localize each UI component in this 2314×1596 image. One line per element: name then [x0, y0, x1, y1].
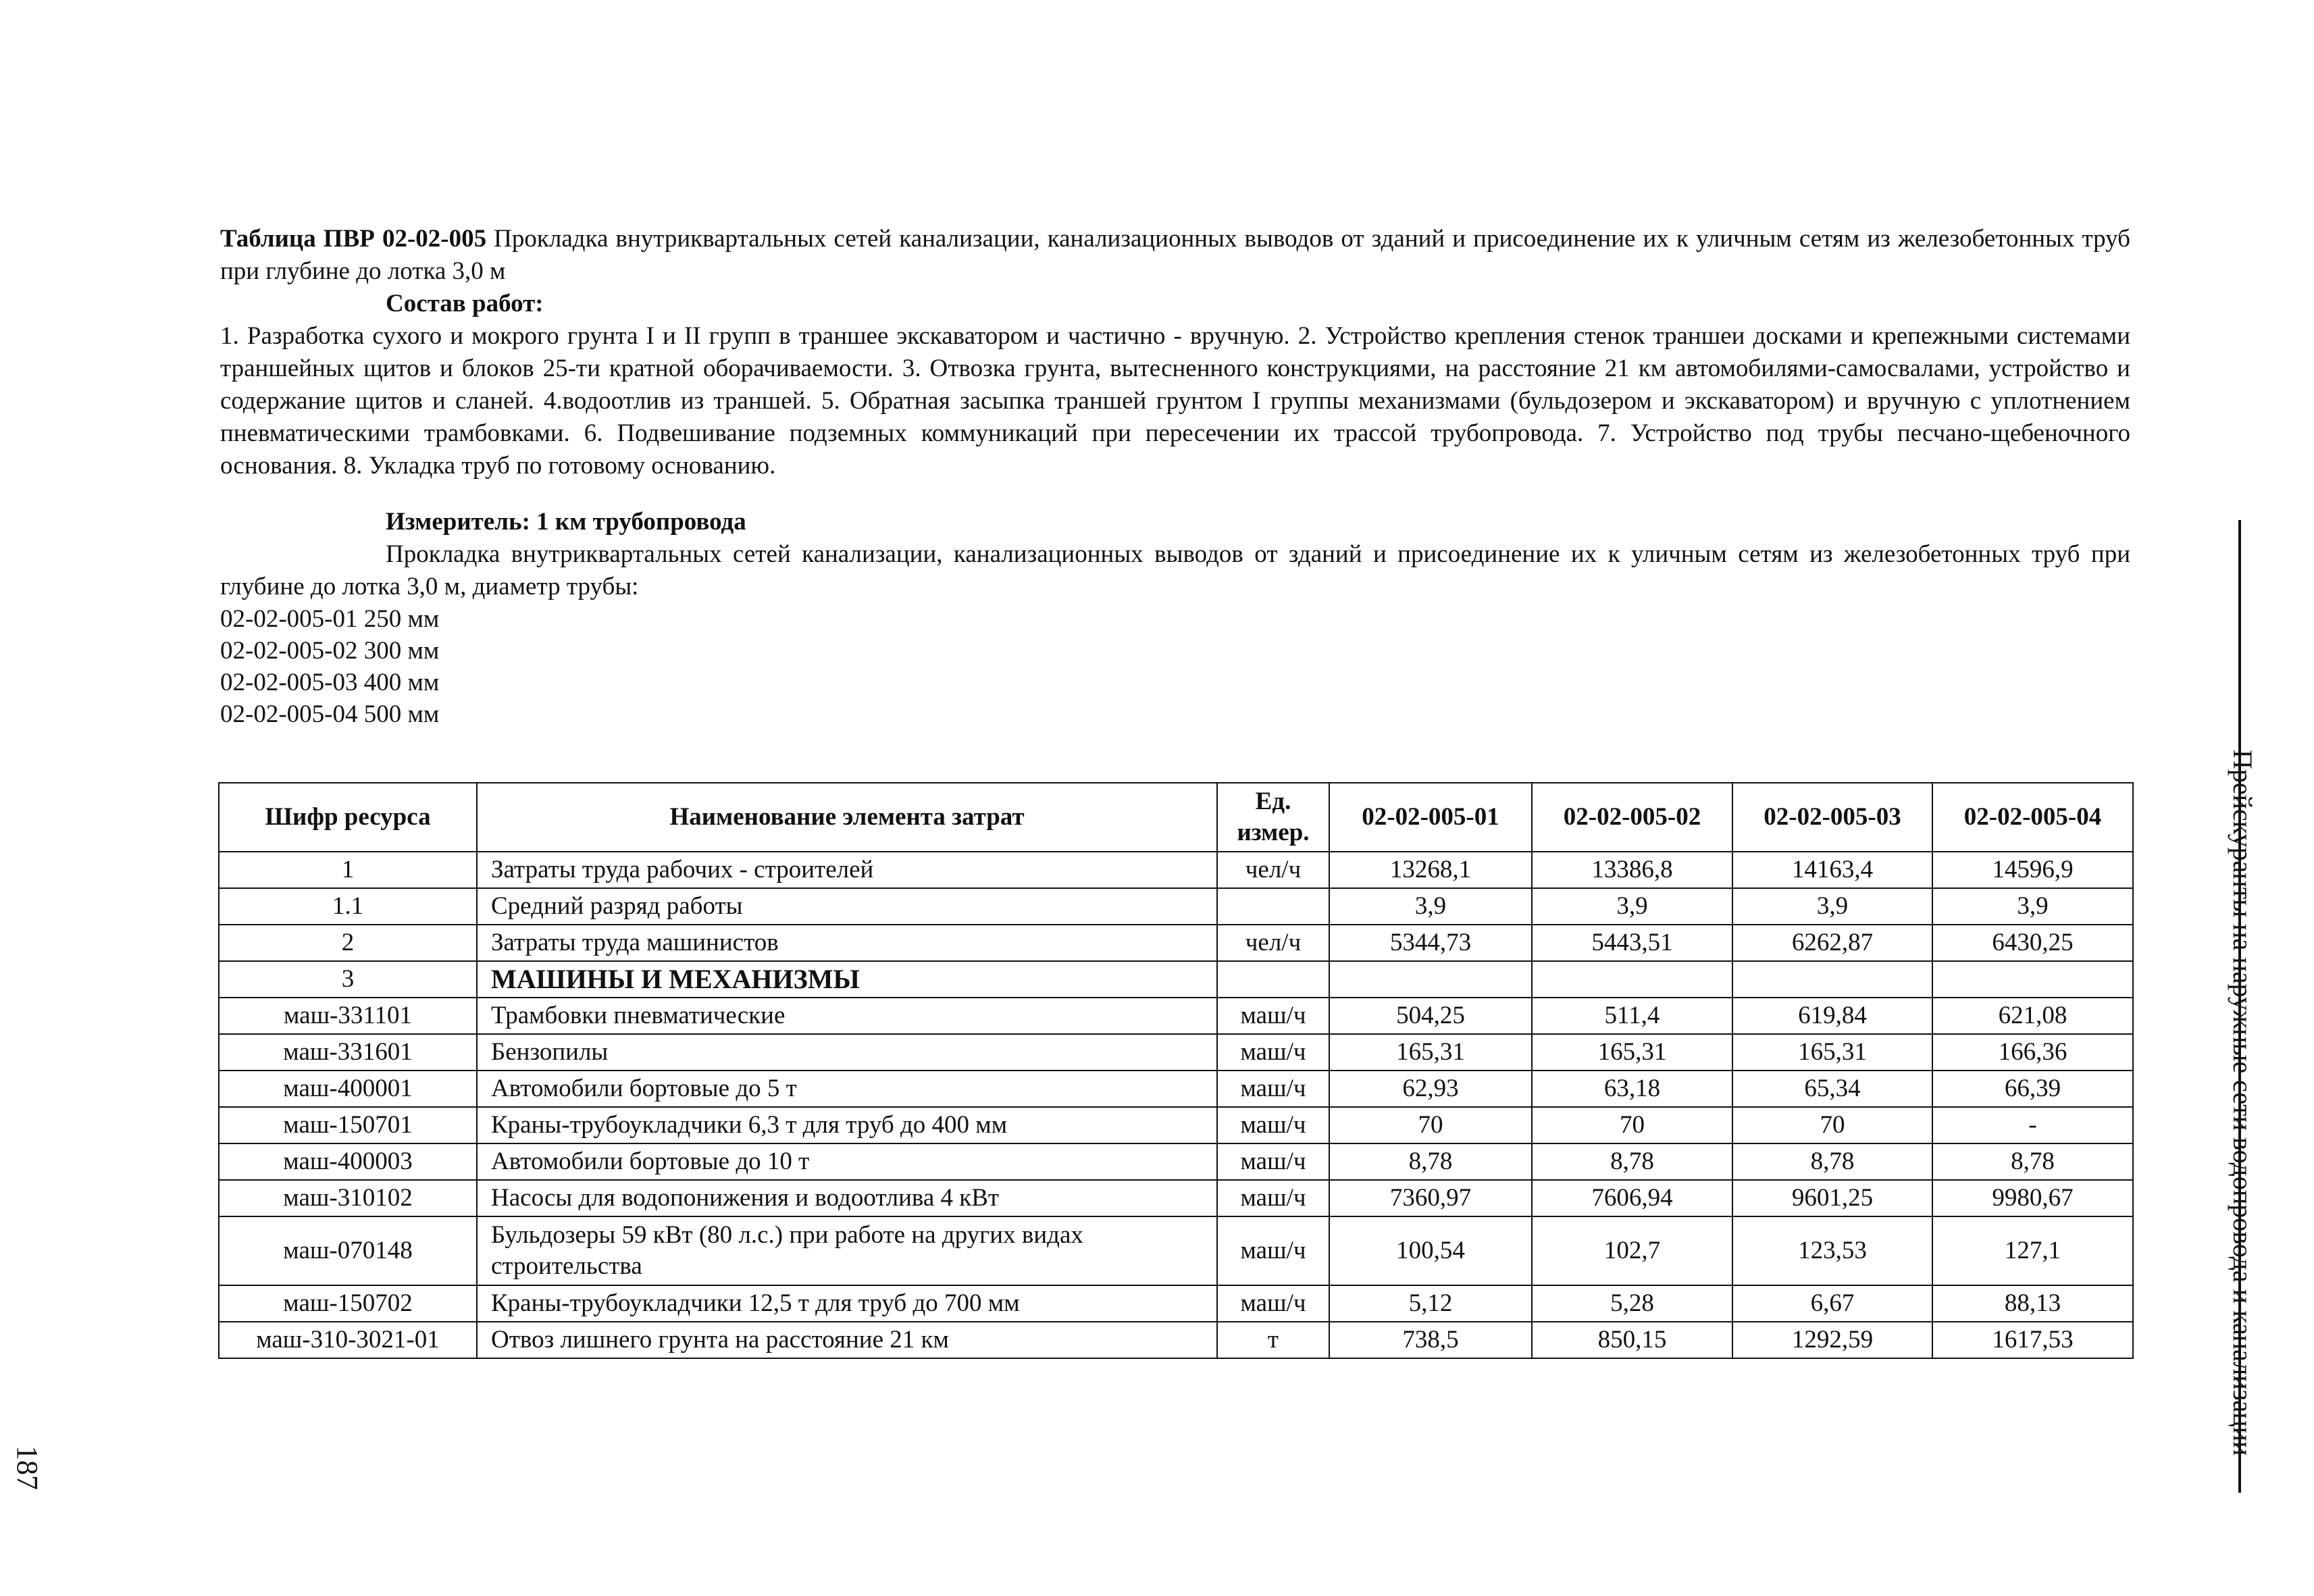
table-row [219, 1322, 2133, 1358]
cell-code: маш-310102 [219, 1180, 477, 1216]
cell-unit: маш/ч [1217, 1071, 1329, 1107]
cell-v4 [1932, 961, 2133, 998]
cell-v3: 3,9 [1732, 888, 1932, 925]
cell-unit: маш/ч [1217, 1143, 1329, 1180]
table-row [219, 1143, 2133, 1180]
cell-v2: 70 [1532, 1107, 1732, 1143]
cell-v4: 8,78 [1932, 1143, 2133, 1180]
cell-v4: 66,39 [1932, 1071, 2133, 1107]
cell-v4: 14596,9 [1932, 852, 2133, 888]
page-number: 187 [11, 1445, 44, 1490]
header-v2: 02-02-005-02 [1532, 783, 1732, 852]
side-title [2229, 750, 2256, 1456]
cell-v2: 8,78 [1532, 1143, 1732, 1180]
cell-code: маш-070148 [219, 1216, 477, 1285]
cell-name: Бензопилы [477, 1034, 1217, 1071]
cell-v4: 88,13 [1932, 1285, 2133, 1322]
table-row [219, 998, 2133, 1034]
table-row [219, 1071, 2133, 1107]
table-header-row [219, 783, 2133, 852]
table-title [220, 223, 2130, 288]
measure-text: Прокладка внутриквартальных сетей канализации, канализационных выводов от зданий и присоединение их к уличным сетям из железобетонных труб при глубине до лотка 3,0 м, диаметр трубы: [220, 540, 2130, 600]
cell-unit: маш/ч [1217, 1216, 1329, 1285]
cell-unit [1217, 961, 1329, 998]
table-code: Таблица ПВР 02-02-005 [220, 225, 487, 253]
cell-name: Трамбовки пневматические [477, 998, 1217, 1034]
cell-v3: 165,31 [1732, 1034, 1932, 1071]
cell-unit: маш/ч [1217, 1180, 1329, 1216]
table-row [219, 961, 2133, 998]
document-body [220, 223, 2130, 730]
variant-item: 02-02-005-02 300 мм [220, 637, 440, 665]
cell-unit: маш/ч [1217, 1107, 1329, 1143]
cell-code: маш-400001 [219, 1071, 477, 1107]
cell-v1: 165,31 [1329, 1034, 1532, 1071]
cell-unit: маш/ч [1217, 1285, 1329, 1322]
composition-heading: Состав работ: [386, 290, 544, 317]
cell-v3 [1732, 961, 1932, 998]
cell-v3: 6262,87 [1732, 925, 1932, 961]
header-unit: Ед. измер. [1217, 783, 1329, 852]
cell-name: Краны-трубоукладчики 6,3 т для труб до 400 мм [477, 1107, 1217, 1143]
cell-v4: 9980,67 [1932, 1180, 2133, 1216]
cell-code: маш-331101 [219, 998, 477, 1034]
cell-v1: 13268,1 [1329, 852, 1532, 888]
variant-item: 02-02-005-03 400 мм [220, 669, 440, 696]
cell-v1: 504,25 [1329, 998, 1532, 1034]
cell-unit: маш/ч [1217, 998, 1329, 1034]
cell-v4: 621,08 [1932, 998, 2133, 1034]
cell-v2: 7606,94 [1532, 1180, 1732, 1216]
cell-code: 1.1 [219, 888, 477, 925]
table-title-text: Прокладка внутриквартальных сетей канализации, канализационных выводов от зданий и присоединение их к уличным сетям из железобетонных труб при глубине до лотка 3,0 м [220, 225, 2131, 285]
cell-v2: 13386,8 [1532, 852, 1732, 888]
table-row [219, 852, 2133, 888]
measure-heading: Измеритель: 1 км трубопровода [386, 508, 746, 536]
cell-v4: 127,1 [1932, 1216, 2133, 1285]
header-name: Наименование элемента затрат [477, 783, 1217, 852]
table-row [219, 888, 2133, 925]
cell-v4: 166,36 [1932, 1034, 2133, 1071]
cell-v1 [1329, 961, 1532, 998]
cell-unit: т [1217, 1322, 1329, 1358]
table-row [219, 1216, 2133, 1285]
header-v3: 02-02-005-03 [1732, 783, 1932, 852]
cell-name: Средний разряд работы [477, 888, 1217, 925]
cell-v1: 5,12 [1329, 1285, 1532, 1322]
cell-v1: 7360,97 [1329, 1180, 1532, 1216]
cell-v2: 5443,51 [1532, 925, 1732, 961]
cell-v2: 63,18 [1532, 1071, 1732, 1107]
cell-v2: 3,9 [1532, 888, 1732, 925]
cell-v1: 62,93 [1329, 1071, 1532, 1107]
cell-v2 [1532, 961, 1732, 998]
cell-v3: 6,67 [1732, 1285, 1932, 1322]
cell-v1: 8,78 [1329, 1143, 1532, 1180]
cell-v3: 1292,59 [1732, 1322, 1932, 1358]
cell-code: 3 [219, 961, 477, 998]
cell-v2: 102,7 [1532, 1216, 1732, 1285]
cell-v3: 123,53 [1732, 1216, 1932, 1285]
table-row [219, 925, 2133, 961]
cell-code: 1 [219, 852, 477, 888]
cell-name: Автомобили бортовые до 5 т [477, 1071, 1217, 1107]
cell-v2: 5,28 [1532, 1285, 1732, 1322]
cell-name: МАШИНЫ И МЕХАНИЗМЫ [477, 961, 1217, 998]
cell-unit: маш/ч [1217, 1034, 1329, 1071]
cell-v3: 9601,25 [1732, 1180, 1932, 1216]
cell-v2: 850,15 [1532, 1322, 1732, 1358]
cell-v3: 70 [1732, 1107, 1932, 1143]
header-v4: 02-02-005-04 [1932, 783, 2133, 852]
header-code: Шифр ресурса [219, 783, 477, 852]
composition-text: 1. Разработка сухого и мокрого грунта I и II групп в траншее экскаватором и частично - вручную. 2. Устройство крепления стенок траншеи досками и крепежными системами траншейных щитов и блоков 25-ти кратной оборачиваемости. 3. Отвозка грунта, вытесненного конструкциями, на расстояние 21 км автомобилями-самосвалами, устройство и содержание щитов и сланей. 4.водоотлив из траншей. 5. Обратная засыпка траншей грунтом I группы механизмами (бульдозером и экскаватором) и вручную с уплотнением пневматическими трамбовками. 6. Подвешивание подземных коммуникаций при пересечении их трассой трубопровода. 7. Устройство под трубы песчано-щебеночного основания. 8. Укладка труб по готовому основанию. [220, 322, 2130, 480]
cell-name: Затраты труда рабочих - строителей [477, 852, 1217, 888]
cell-v1: 70 [1329, 1107, 1532, 1143]
cell-v4: - [1932, 1107, 2133, 1143]
cell-v3: 14163,4 [1732, 852, 1932, 888]
cell-name: Краны-трубоукладчики 12,5 т для труб до 700 мм [477, 1285, 1217, 1322]
cell-v1: 738,5 [1329, 1322, 1532, 1358]
cell-code: маш-150701 [219, 1107, 477, 1143]
cell-name: Бульдозеры 59 кВт (80 л.с.) при работе на других видах строительства [477, 1216, 1217, 1285]
variant-item: 02-02-005-01 250 мм [220, 605, 440, 633]
header-v1: 02-02-005-01 [1329, 783, 1532, 852]
cell-v4: 6430,25 [1932, 925, 2133, 961]
cell-v4: 3,9 [1932, 888, 2133, 925]
cell-v2: 165,31 [1532, 1034, 1732, 1071]
cost-table [218, 782, 2134, 1359]
cell-v3: 8,78 [1732, 1143, 1932, 1180]
cell-unit [1217, 888, 1329, 925]
cell-v4: 1617,53 [1932, 1322, 2133, 1358]
cell-v2: 511,4 [1532, 998, 1732, 1034]
cell-v3: 65,34 [1732, 1071, 1932, 1107]
variant-item: 02-02-005-04 500 мм [220, 700, 440, 728]
cell-code: маш-310-3021-01 [219, 1322, 477, 1358]
cell-code: маш-400003 [219, 1143, 477, 1180]
cell-name: Насосы для водопонижения и водоотлива 4 кВт [477, 1180, 1217, 1216]
cell-code: 2 [219, 925, 477, 961]
cell-code: маш-150702 [219, 1285, 477, 1322]
cell-v1: 3,9 [1329, 888, 1532, 925]
table-row [219, 1285, 2133, 1322]
cell-name: Автомобили бортовые до 10 т [477, 1143, 1217, 1180]
cell-v3: 619,84 [1732, 998, 1932, 1034]
cell-unit: чел/ч [1217, 925, 1329, 961]
table-row [219, 1034, 2133, 1071]
cell-name: Отвоз лишнего грунта на расстояние 21 км [477, 1322, 1217, 1358]
cell-v1: 100,54 [1329, 1216, 1532, 1285]
variant-list [220, 603, 2130, 730]
cell-unit: чел/ч [1217, 852, 1329, 888]
cell-name: Затраты труда машинистов [477, 925, 1217, 961]
cell-v1: 5344,73 [1329, 925, 1532, 961]
table-row [219, 1180, 2133, 1216]
table-row [219, 1107, 2133, 1143]
cell-code: маш-331601 [219, 1034, 477, 1071]
side-title-text: Прейскуранты на наружные сети водопровода и канализации [2228, 750, 2258, 1456]
